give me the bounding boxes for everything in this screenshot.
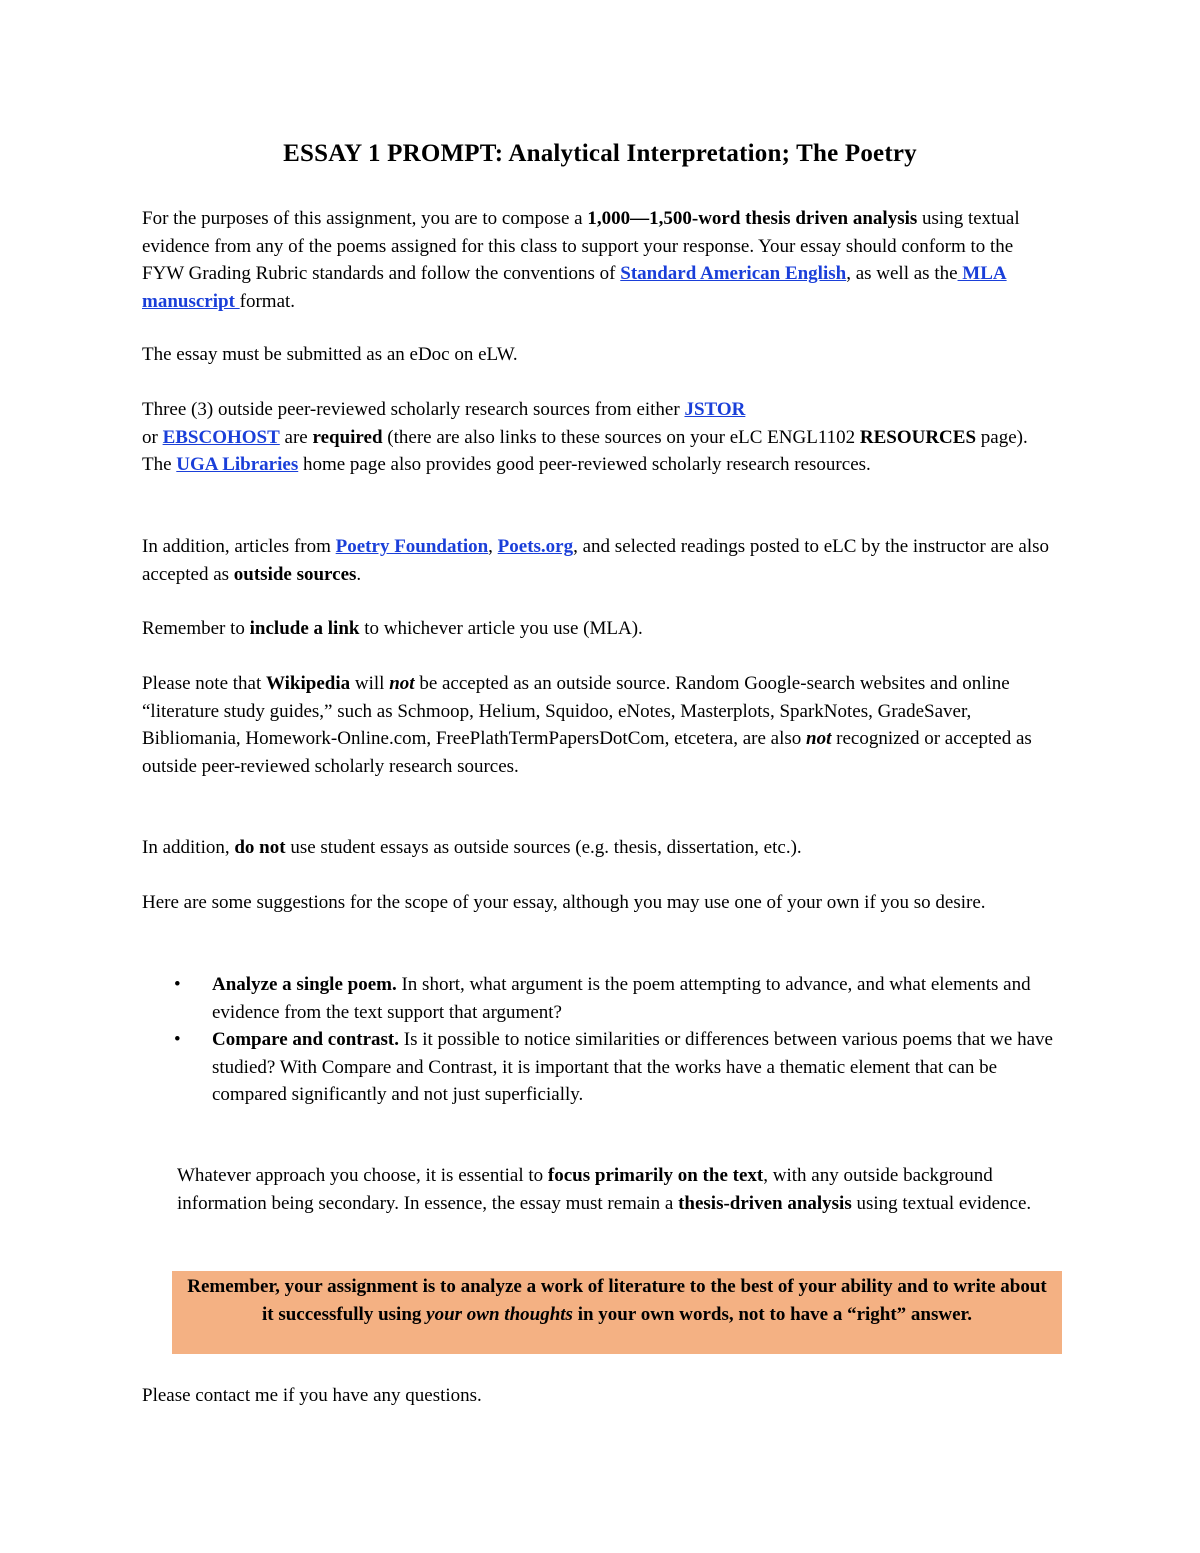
sources-text-6: home page also provides good peer-reviewed scholarly research resources. [298, 454, 871, 475]
link-note-text-2: to whichever article you use (MLA). [359, 618, 643, 639]
wikipedia-paragraph [142, 670, 1058, 780]
additional-sources-paragraph [142, 533, 1058, 588]
additional-text-3: , and selected readings posted to eLC by the instructor are also accepted as [142, 536, 1050, 585]
student-essays-paragraph [142, 834, 1058, 862]
ebscohost-link[interactable]: EBSCOHOST [162, 426, 280, 448]
mla-manuscript-link[interactable]: MLA manuscript [142, 263, 1007, 312]
standard-american-english-link[interactable]: Standard American English [620, 263, 847, 284]
wiki-text-4: recognized or accepted as outside peer-reviewed scholarly research sources. [142, 728, 1032, 777]
sources-bold-required: required [312, 426, 383, 448]
intro-text-2: using textual evidence from any of the poems assigned for this class to support your response. Your essay should conform to the FYW Grading Rubric standards and follow the conventions of [142, 208, 1020, 284]
poetry-foundation-link[interactable]: Poetry Foundation [335, 536, 489, 557]
additional-bold-outside-sources: outside sources [233, 563, 357, 585]
suggestions-list [142, 971, 1058, 1109]
student-text-1: In addition, [142, 837, 235, 858]
list-item [142, 971, 1058, 1026]
sources-text-2: or [142, 426, 163, 448]
approach-text-1: Whatever approach you choose, it is essential to [177, 1165, 548, 1186]
approach-bold-focus: focus primarily on the text [547, 1165, 764, 1186]
intro-text-4: format. [239, 290, 296, 312]
poets-org-link[interactable]: Poets.org [497, 536, 574, 557]
approach-bold-thesis: thesis-driven analysis [678, 1192, 852, 1214]
sources-paragraph [142, 396, 1058, 479]
reminder-callout [172, 1271, 1062, 1354]
additional-text-2: , [488, 536, 498, 557]
uga-libraries-link[interactable]: UGA Libraries [176, 454, 299, 475]
intro-bold-wordcount: 1,000—1,500-word thesis driven analysis [587, 208, 918, 229]
jstor-link[interactable]: JSTOR [684, 399, 746, 420]
callout-text-1: Remember, your assignment is to analyze a work of literature to the best of your ability and to write about it successfully using [187, 1276, 1047, 1325]
bullet-icon: • [174, 1029, 181, 1050]
link-note-text-1: Remember to [142, 618, 250, 639]
student-bold-do-not: do not [234, 837, 286, 858]
approach-text-3: using textual evidence. [851, 1192, 1032, 1214]
callout-text-2: in your own words, not to have a “right” answer. [572, 1303, 972, 1325]
intro-text-3: , as well as the [846, 263, 958, 284]
list-item [142, 1026, 1058, 1109]
approach-text-2: , with any outside background information being secondary. In essence, the essay must remain a [177, 1165, 993, 1214]
additional-text-1: In addition, articles from [142, 536, 336, 557]
bullet-bold: Compare and contrast. [212, 1029, 400, 1050]
sources-text-1: Three (3) outside peer-reviewed scholarly research sources from either [142, 399, 685, 420]
sources-bold-resources: RESOURCES [859, 426, 977, 448]
intro-paragraph [142, 205, 1058, 315]
wiki-text-3: be accepted as an outside source. Random Google-search websites and online “literature study guides,” such as Schmoop, Helium, Squidoo, eNotes, Masterplots, SparkNotes, GradeSaver, Bibliomania, Homework-Online.com, FreePlathTermPapersDotCom, etcetera, are also [142, 673, 1010, 749]
edoc-paragraph: The essay must be submitted as an eDoc on eLW. [142, 344, 518, 365]
wiki-bold-wikipedia: Wikipedia [266, 673, 351, 694]
sources-text-5: page). The [142, 426, 1028, 475]
approach-paragraph [177, 1162, 1047, 1217]
link-reminder-paragraph [142, 615, 1058, 643]
intro-text-1: For the purposes of this assignment, you are to compose a [142, 208, 588, 229]
student-text-2: use student essays as outside sources (e.g. thesis, dissertation, etc.). [285, 837, 802, 858]
wiki-bold-not-1: not [389, 673, 415, 694]
bullet-text: Is it possible to notice similarities or differences between various poems that we have studied? With Compare and Contrast, it is important that the works have a thematic element that can be compared significantly and not just superficially. [212, 1029, 1053, 1105]
sources-text-3: are [279, 426, 313, 448]
bullet-bold: Analyze a single poem. [212, 974, 397, 995]
additional-text-4: . [356, 563, 362, 585]
wiki-text-2: will [350, 673, 390, 694]
suggestions-paragraph: Here are some suggestions for the scope of your essay, although you may use one of your own if you so desire. [142, 892, 986, 913]
page-title: ESSAY 1 PROMPT: Analytical Interpretation; The Poetry [283, 140, 917, 167]
callout-italic: your own thoughts [426, 1303, 573, 1325]
contact-paragraph: Please contact me if you have any questions. [142, 1385, 482, 1406]
bullet-icon: • [174, 974, 181, 995]
sources-text-4: (there are also links to these sources on your eLC ENGL1102 [382, 426, 860, 448]
wiki-text-1: Please note that [142, 673, 266, 694]
wiki-bold-not-2: not [806, 728, 832, 749]
bullet-text: In short, what argument is the poem attempting to advance, and what elements and evidence from the text support that argument? [212, 974, 1031, 1023]
link-note-bold: include a link [249, 618, 360, 639]
